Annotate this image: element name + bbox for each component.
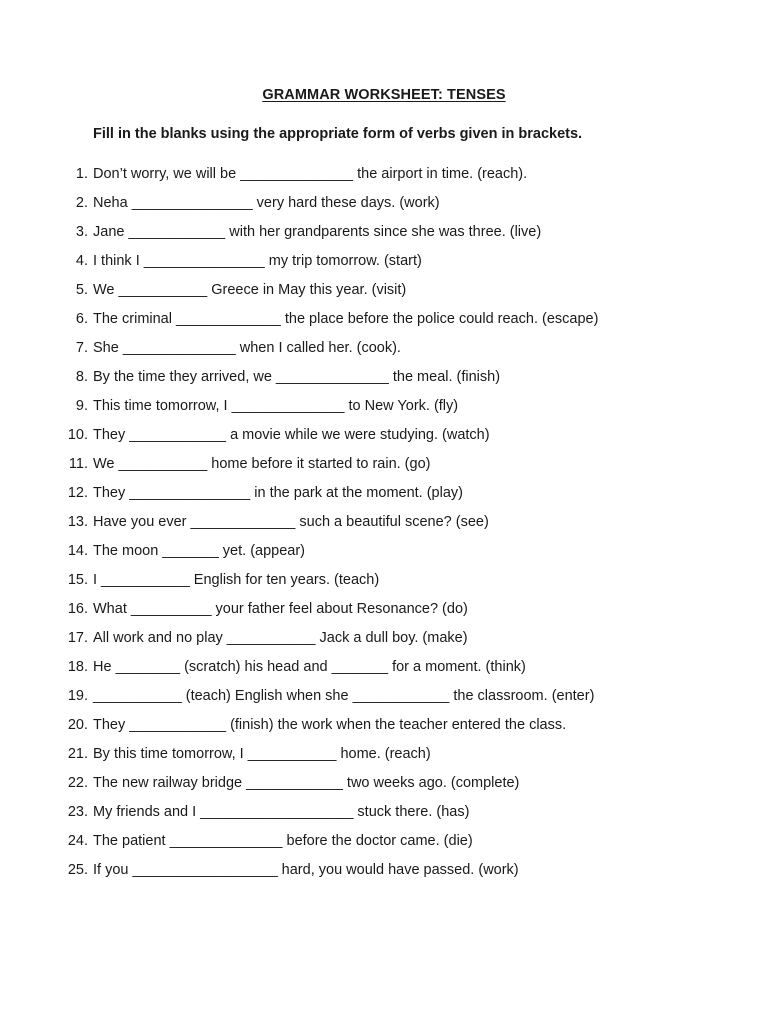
question-text: Don’t worry, we will be ______________ the airport in time. (reach). xyxy=(93,166,528,182)
question-item xyxy=(0,772,768,801)
question-number: 1. xyxy=(75,166,88,182)
question-text: Have you ever _____________ such a beautiful scene? (see) xyxy=(93,514,489,530)
question-number: 19. xyxy=(67,688,88,704)
question-number: 23. xyxy=(67,804,88,820)
question-text: They ____________ (finish) the work when the teacher entered the class. xyxy=(93,717,567,733)
question-text: Neha _______________ very hard these days. (work) xyxy=(93,195,440,211)
question-item xyxy=(0,337,768,366)
question-number: 24. xyxy=(67,833,88,849)
question-text: She ______________ when I called her. (cook). xyxy=(93,340,401,356)
question-item xyxy=(0,685,768,714)
question-text: The new railway bridge ____________ two weeks ago. (complete) xyxy=(93,775,520,791)
question-item xyxy=(0,424,768,453)
question-item xyxy=(0,308,768,337)
question-number: 13. xyxy=(67,514,88,530)
question-number: 10. xyxy=(67,427,88,443)
question-item xyxy=(0,453,768,482)
question-text: By this time tomorrow, I ___________ home. (reach) xyxy=(93,746,431,762)
question-number: 6. xyxy=(75,311,88,327)
question-item xyxy=(0,714,768,743)
question-item xyxy=(0,279,768,308)
question-text: We ___________ Greece in May this year. (visit) xyxy=(93,282,407,298)
question-text: He ________ (scratch) his head and _______ for a moment. (think) xyxy=(93,659,526,675)
question-number: 9. xyxy=(75,398,88,414)
question-item xyxy=(0,395,768,424)
question-item xyxy=(0,743,768,772)
question-number: 22. xyxy=(67,775,88,791)
question-number: 8. xyxy=(75,369,88,385)
question-item xyxy=(0,859,768,888)
question-text: They ____________ a movie while we were studying. (watch) xyxy=(93,427,490,443)
question-number: 18. xyxy=(67,659,88,675)
question-text: By the time they arrived, we ______________ the meal. (finish) xyxy=(93,369,501,385)
question-text: We ___________ home before it started to rain. (go) xyxy=(93,456,431,472)
question-text: All work and no play ___________ Jack a dull boy. (make) xyxy=(93,630,468,646)
question-list xyxy=(0,163,768,888)
question-item xyxy=(0,830,768,859)
question-item xyxy=(0,511,768,540)
question-number: 25. xyxy=(67,862,88,878)
question-text: What __________ your father feel about Resonance? (do) xyxy=(93,601,468,617)
question-number: 2. xyxy=(75,195,88,211)
question-number: 12. xyxy=(67,485,88,501)
question-text: Jane ____________ with her grandparents since she was three. (live) xyxy=(93,224,542,240)
question-text: ___________ (teach) English when she ____________ the classroom. (enter) xyxy=(93,688,595,704)
question-item xyxy=(0,801,768,830)
question-number: 14. xyxy=(67,543,88,559)
question-item xyxy=(0,250,768,279)
question-item xyxy=(0,163,768,192)
question-item xyxy=(0,540,768,569)
question-number: 11. xyxy=(68,456,88,472)
question-item xyxy=(0,656,768,685)
question-number: 4. xyxy=(75,253,88,269)
question-number: 15. xyxy=(67,572,88,588)
question-number: 7. xyxy=(75,340,88,356)
question-item xyxy=(0,627,768,656)
question-number: 20. xyxy=(67,717,88,733)
question-text: This time tomorrow, I ______________ to New York. (fly) xyxy=(93,398,459,414)
question-item xyxy=(0,598,768,627)
question-number: 3. xyxy=(75,224,88,240)
question-text: They _______________ in the park at the moment. (play) xyxy=(93,485,463,501)
worksheet-title: GRAMMAR WORKSHEET: TENSES xyxy=(262,87,506,103)
question-number: 21. xyxy=(67,746,88,762)
question-item xyxy=(0,482,768,511)
question-number: 17. xyxy=(67,630,88,646)
question-text: I think I _______________ my trip tomorrow. (start) xyxy=(93,253,422,269)
question-text: The patient ______________ before the doctor came. (die) xyxy=(93,833,473,849)
question-text: The criminal _____________ the place before the police could reach. (escape) xyxy=(93,311,599,327)
question-item xyxy=(0,366,768,395)
worksheet-instructions: Fill in the blanks using the appropriate form of verbs given in brackets. xyxy=(93,126,583,142)
question-text: My friends and I ___________________ stuck there. (has) xyxy=(93,804,470,820)
question-item xyxy=(0,221,768,250)
question-item xyxy=(0,192,768,221)
question-number: 5. xyxy=(75,282,88,298)
question-text: The moon _______ yet. (appear) xyxy=(93,543,305,559)
question-text: If you __________________ hard, you would have passed. (work) xyxy=(93,862,519,878)
question-number: 16. xyxy=(67,601,88,617)
question-text: I ___________ English for ten years. (teach) xyxy=(93,572,380,588)
question-item xyxy=(0,569,768,598)
